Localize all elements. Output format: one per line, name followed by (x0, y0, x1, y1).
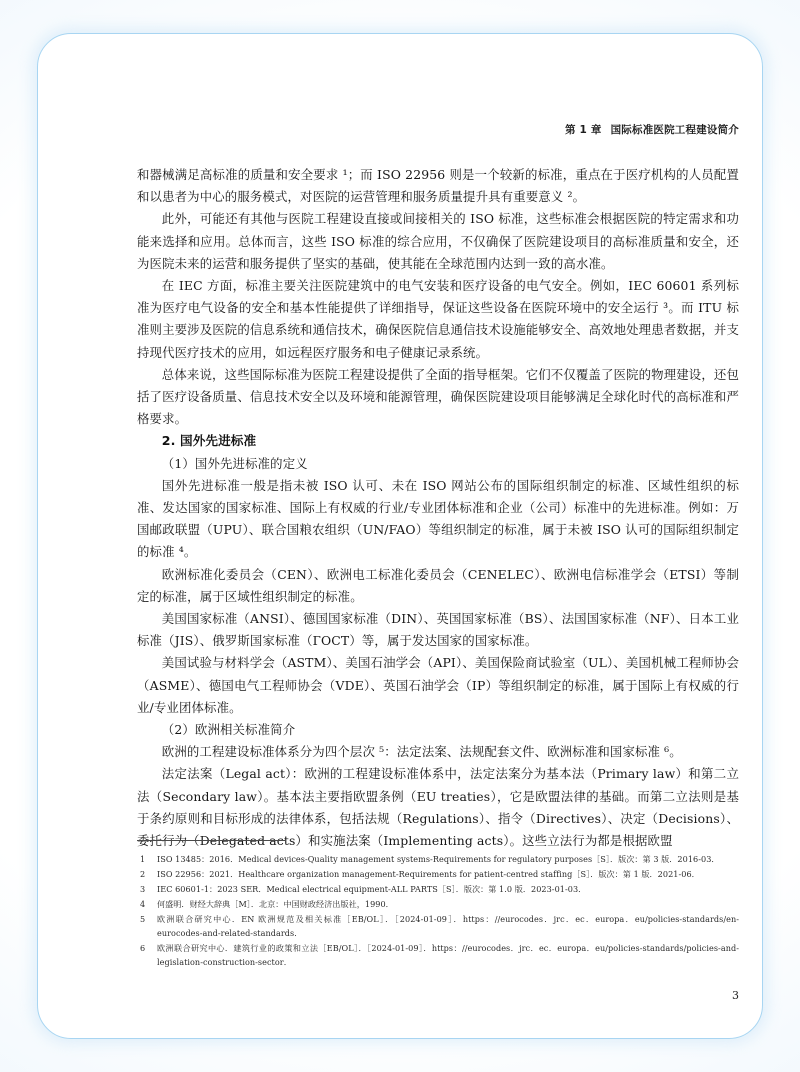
footnote-text: ISO 13485：2016．Medical devices-Quality management systems-Requirements for regulatory purposes［S］．版次：第 3 版．2016-03． (157, 854, 720, 864)
footnote-text: 欧洲联合研究中心．建筑行业的政策和立法［EB/OL］．［2024-01-09］．https：//eurocodes．jrc．ec．europa．eu/policies-standards/policies-and-legislation-construction-sector． (157, 943, 739, 967)
paragraph: 美国试验与材料学会（ASTM）、美国石油学会（API）、美国保险商试验室（UL）、美国机械工程师协会（ASME）、德国电气工程师协会（VDE）、英国石油学会（IP）等组织制定的标准，属于国际上有权威的行业/专业团体标准。 (137, 655, 739, 715)
footnote-item (137, 853, 739, 867)
section-subsubheading: （2）欧洲相关标准简介 (161, 722, 296, 738)
paragraph: 美国国家标准（ANSI）、德国国家标准（DIN）、英国国家标准（BS）、法国国家标准（NF）、日本工业标准（JIS）、俄罗斯国家标准（ГОСТ）等，属于发达国家的国家标准。 (137, 611, 739, 649)
footnote-item (137, 868, 739, 882)
footnote-number: 5 (140, 914, 146, 925)
running-head-title: 国际标准医院工程建设简介 (610, 124, 739, 136)
paragraph: 欧洲的工程建设标准体系分为四个层次 ⁵：法定法案、法规配套文件、欧洲标准和国家标准 ⁶。 (161, 744, 682, 760)
footnote-area (137, 840, 739, 971)
paragraph: 国外先进标准一般是指未被 ISO 认可、未在 ISO 网站公布的国际组织制定的标准、区域性组织的标准、发达国家的国家标准、国际上有权威的行业/专业团体标准和企业（公司）标准中的先进标准。例如：万国邮政联盟（UPU）、联合国粮农组织（UN/FAO）等组织制定的标准，属于未被 ISO 认可的国际组织制定的标准 ⁴。 (137, 477, 739, 560)
body-text-block (137, 164, 739, 852)
footnote-number: 1 (140, 854, 146, 864)
footnote-separator-rule (137, 840, 285, 841)
footnote-text: 欧洲联合研究中心．EN 欧洲规范及相关标准［EB/OL］．［2024-01-09］．https：//eurocodes．jrc．ec．europa．eu/policies-standards/en-eurocodes-and-related-standards． (157, 914, 739, 938)
paragraph: 总体来说，这些国际标准为医院工程建设提供了全面的指导框架。它们不仅覆盖了医院的物理建设，还包括了医疗设备质量、信息技术安全以及环境和能源管理，确保医院建设项目能够满足全球化时代的高标准和严格要求。 (137, 366, 739, 427)
footnote-item (137, 898, 739, 912)
running-head (137, 122, 739, 137)
paragraph: 在 IEC 方面，标准主要关注医院建筑中的电气安装和医疗设备的电气安全。例如，IEC 60601 系列标准为医疗电气设备的安全和基本性能提供了详细指导，保证这些设备在医院环境中的安全运行 ³。而 ITU 标准则主要涉及医院的信息系统和通信技术，确保医院信息通信技术设施能够安全、高效地处理患者数据，并支持现代医疗技术的应用，如远程医疗服务和电子健康记录系统。 (137, 278, 739, 360)
footnote-number: 6 (140, 943, 146, 954)
page-frame (37, 33, 763, 1039)
paragraph: 和器械满足高标准的质量和安全要求 ¹；而 ISO 22956 则是一个较新的标准，重点在于医疗机构的人员配置和以患者为中心的服务模式，对医院的运营管理和服务质量提升具有重要意义 ²。 (137, 167, 739, 205)
paragraph: 此外，可能还有其他与医院工程建设直接或间接相关的 ISO 标准，这些标准会根据医院的特定需求和功能来选择和应用。总体而言，这些 ISO 标准的综合应用，不仅确保了医院建设项目的高标准质量和安全，还为医院未来的运营和服务提供了坚实的基础，使其能在全球范围内达到一致的高水准。 (137, 211, 739, 271)
footnote-text: IEC 60601-1：2023 SER．Medical electrical equipment-ALL PARTS［S］．版次：第 1.0 版．2023-01-03． (157, 884, 587, 895)
footnote-item (137, 883, 739, 897)
footnote-number: 2 (140, 869, 146, 880)
footnote-item (137, 942, 739, 969)
footnote-text: 何盛明．财经大辞典［M］．北京：中国财政经济出版社，1990． (157, 899, 394, 910)
footnote-item (137, 913, 739, 940)
footnote-text: ISO 22956：2021．Healthcare organization management-Requirements for patient-centred staffing［S］．版次：第 1 版．2021-06． (157, 869, 700, 880)
footnote-number: 4 (140, 899, 146, 910)
section-subsubheading: （1）国外先进标准的定义 (161, 455, 308, 471)
paragraph: 法定法案（Legal act）：欧洲的工程建设标准体系中，法定法案分为基本法（Primary law）和第二立法（Secondary law）。基本法主要指欧盟条例（EU treaties），它是欧盟法律的基础。而第二立法则是基于条约原则和目标形成的法律体系，包括法规（Regulations）、指令（Directives）、决定（Decisions）、委托行为（Delegated acts）和实施法案（Implementing acts）。这些立法行为都是根据欧盟 (137, 766, 739, 849)
running-head-chapter: 第 1 章 (564, 124, 602, 136)
footnote-number: 3 (140, 884, 146, 895)
section-subheading: 2. 国外先进标准 (161, 433, 257, 449)
paragraph: 欧洲标准化委员会（CEN）、欧洲电工标准化委员会（CENELEC）、欧洲电信标准学会（ETSI）等制定的标准，属于区域性组织制定的标准。 (137, 566, 739, 604)
page-number: 3 (732, 989, 739, 1002)
